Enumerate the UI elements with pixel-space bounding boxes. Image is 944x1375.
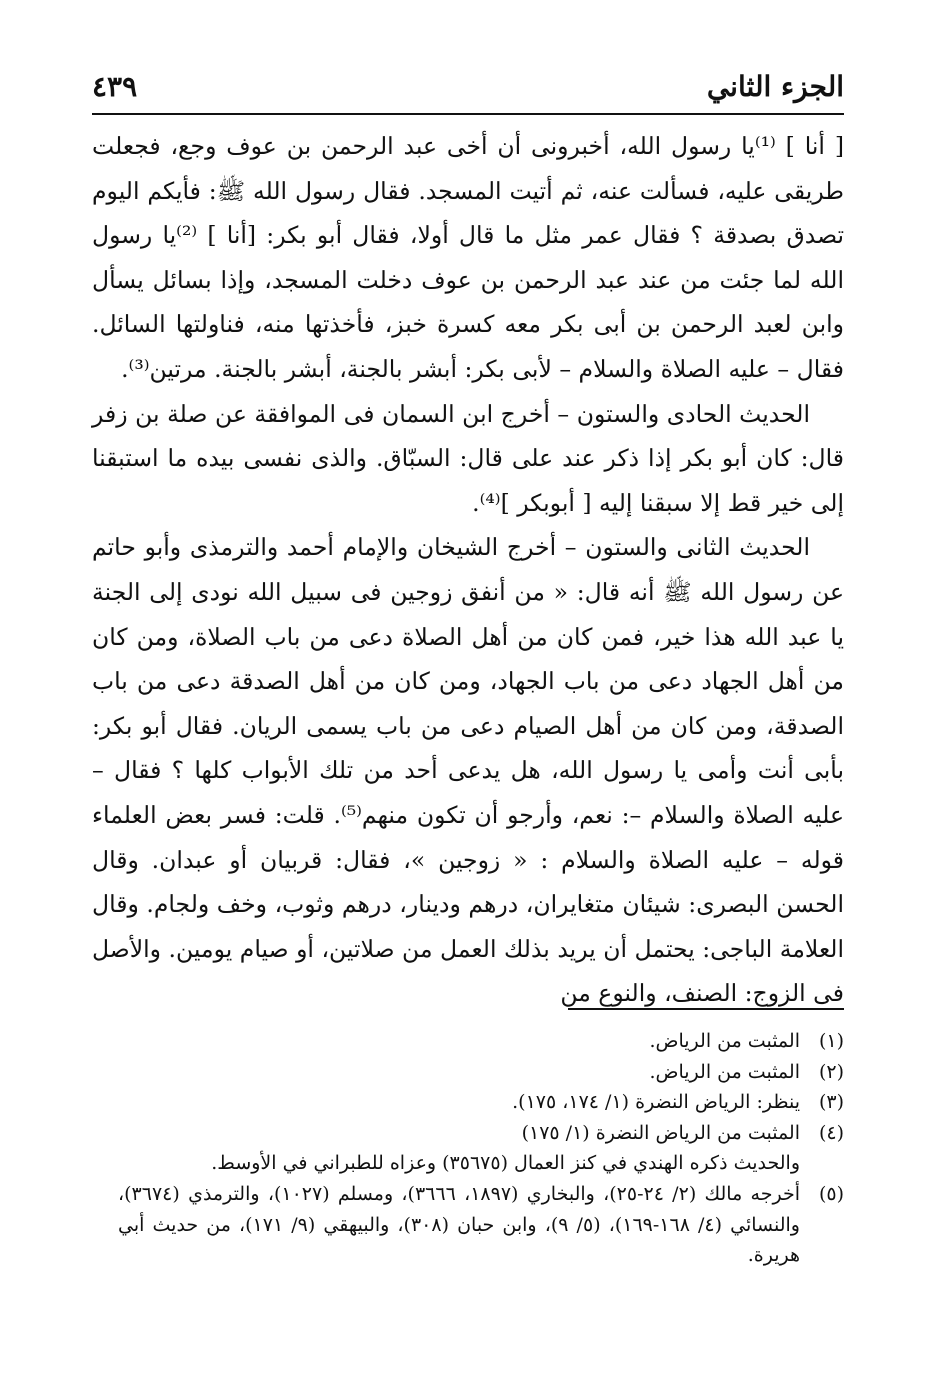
footnote-4 [118,1118,844,1149]
running-title: الجزء الثاني [706,70,844,103]
footnote-number: (١) [818,1030,844,1052]
paragraph: الحديث الحادى والستون – أخرج ابن السمان فى الموافقة عن صلة بن زفر قال: كان أبو بكر إذا ذكر عند على قال: السبّاق. والذى نفسى بيده ما استبقنا إلى خير قط إلا سبقنا إليه [ أبوبكر ]⁽⁴⁾. [92,399,844,517]
footnote-1 [118,1026,844,1057]
main-text [92,124,844,1016]
footnote-number: (٣) [818,1091,844,1114]
page-number: ٤٣٩ [92,70,138,103]
paragraph: الحديث الثانى والستون – أخرج الشيخان والإمام أحمد والترمذى وأبو حاتم عن رسول الله ﷺ أنه قال: « من أنفق زوجين فى سبيل الله نودى إلى الجنة يا عبد الله هذا خير، فمن كان من أهل الصلاة دعى من باب الصلاة، ومن كان من أهل الجهاد دعى من باب الجهاد، ومن كان من أهل الصدقة دعى من باب الصدقة، ومن كان من أهل الصيام دعى من باب يسمى الريان. فقال أبو بكر: بأبى أنت وأمى يا رسول الله، هل يدعى أحد من تلك الأبواب كلها ؟ فقال – عليه الصلاة والسلام –: نعم، وأرجو أن تكون منهم⁽⁵⁾. قلت: فسر بعض العلماء قوله – عليه الصلاة والسلام : « زوجين »، فقال: قربيان أو عبدان. وقال الحسن البصرى: شيئان متغايران، درهم ودينار، درهم وثوب، وخف ولجام. وقال العلامة الباجى: يحتمل أن يريد بذلك العمل من صلاتين، أو صيام يومين. والأصل فى الزوج: الصنف، والنوع من [92,533,844,1008]
footnote-text: المثبت من الرياض. [649,1030,800,1052]
footnote-5 [118,1179,844,1271]
footnote-3 [118,1087,844,1118]
footnote-4-continuation [118,1148,844,1179]
footnote-2 [118,1057,844,1088]
footnote-text: المثبت من الرياض النضرة (١/ ١٧٥) [521,1121,800,1144]
footnote-text: والحديث ذكره الهندي في كنز العمال (٣٥٦٧٥) وعزاه للطبراني في الأوسط. [211,1152,800,1175]
header-rule [92,113,844,115]
footnotes [118,1026,844,1271]
footnote-number: (٥) [818,1182,844,1205]
footnote-text: المثبت من الرياض. [649,1060,800,1083]
footnote-text: ينظر: الرياض النضرة (١/ ١٧٤، ١٧٥). [512,1091,800,1114]
paragraph: [ أنا ] ⁽¹⁾يا رسول الله، أخبرونى أن أخى عبد الرحمن بن عوف وجع، فجعلت طريقى عليه، فسألت عنه، ثم أتيت المسجد. فقال رسول الله ﷺ: فأيكم اليوم تصدق بصدقة ؟ فقال عمر مثل ما قال أولا، فقال أبو بكر: [أنا ] ⁽²⁾يا رسول الله لما جئت من عند عبد الرحمن بن عوف دخلت المسجد، وإذا بسائل يسأل وابن لعبد الرحمن بن أبى بكر معه كسرة خبز، فأخذتها منه، فناولتها السائل. فقال – عليه الصلاة والسلام – لأبى بكر: أبشر بالجنة، أبشر بالجنة. مرتين⁽³⁾. [92,132,845,383]
footnote-number: (٤) [818,1121,844,1144]
footnote-text: أخرجه مالك (٢/ ٢٤-٢٥)، والبخاري (١٨٩٧، ٣٦٦٦)، ومسلم (١٠٢٧)، والترمذي (٣٦٧٤)، والنسائي (٤/ ١٦٨-١٦٩)، (٥/ ٩)، وابن حبان (٣٠٨)، والبيهقي (٩/ ١٧١)، من حديث أبي هريرة. [118,1182,800,1267]
page-header [92,60,844,112]
footnote-separator [568,1008,844,1010]
footnote-number [800,1148,844,1179]
footnote-number: (٢) [818,1060,844,1083]
